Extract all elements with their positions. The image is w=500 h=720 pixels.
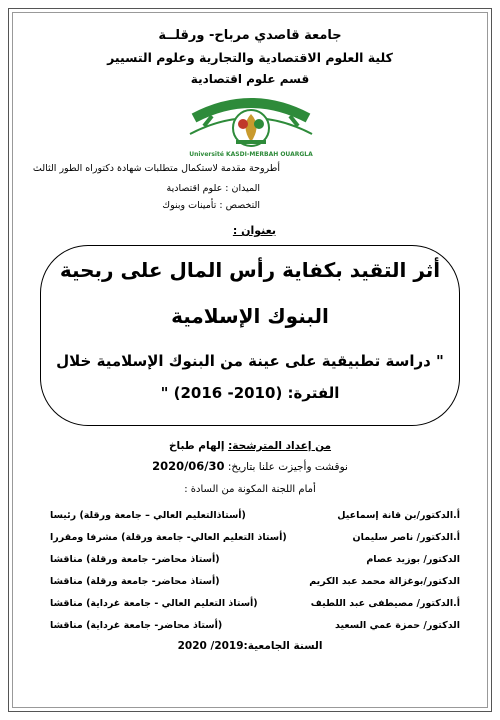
university-name: جامعة قاصدي مرباح- ورقلــة	[158, 28, 342, 43]
jury-member-role: (أستاذ التعليم العالي - جامعة غرداية) مناقشا	[50, 598, 258, 609]
jury-member-name: الدكتور/ حمزة عمي السعيد	[335, 620, 460, 631]
academic-year: السنة الجامعية:2019/ 2020	[177, 640, 323, 652]
candidate-name: إلهام طباخ	[168, 440, 225, 452]
thesis-field: الميدان : علوم اقتصادية	[166, 183, 260, 194]
jury-member-role: (أستاذ محاضر- جامعة ورقلة) مناقشا	[50, 554, 220, 565]
thesis-subtitle-line1: " دراسة تطبيقية على عينة من البنوك الإسلامية خلال	[56, 352, 444, 370]
title-intro: بعنوان :	[232, 224, 276, 237]
logo-latin-text: Université KASDI-MERBAH OUARGLA	[189, 151, 313, 158]
jury-member-role: (أستاذ محاضر- جامعة غرداية) مناقشا	[50, 620, 223, 631]
jury-member-name: الدكتور/بوغزالة محمد عبد الكريم	[309, 576, 460, 587]
thesis-title-line1: أثر التقيد بكفاية رأس المال على ربحية	[59, 258, 441, 282]
jury-member-role: (أستاذ التعليم العالي- جامعة ورقلة) مشرفا ومقررا	[50, 532, 287, 543]
thesis-title-line2: البنوك الإسلامية	[171, 304, 329, 328]
jury-intro: أمام اللجنة المكونة من السادة :	[184, 484, 316, 495]
jury-member-name: أ.الدكتور/بن قانة إسماعيل	[337, 510, 460, 521]
jury-row	[50, 510, 460, 528]
jury-row	[50, 620, 460, 638]
jury-member-name: الدكتور/ بوزيد عصام	[366, 554, 460, 565]
jury-member-name: أ.الدكتور/ ناصر سليمان	[352, 532, 460, 543]
prepared-by	[0, 440, 500, 452]
department-name: قسم علوم اقتصادية	[190, 72, 310, 86]
thesis-specialty: التخصص : تأمينات وبنوك	[162, 200, 260, 211]
discussion-date: 2020/06/30	[152, 459, 225, 473]
thesis-type: أطروحة مقدمة لاستكمال متطلبات شهادة دكتوراه الطور الثالث	[32, 163, 280, 174]
jury-member-role: (أستاذ محاضر- جامعة ورقلة) مناقشا	[50, 576, 220, 587]
thesis-subtitle-line2: الفترة: (2010- 2016) "	[160, 384, 340, 402]
jury-row	[50, 532, 460, 550]
university-logo	[180, 94, 322, 160]
jury-row	[50, 598, 460, 616]
jury-row	[50, 554, 460, 572]
prepared-by-label: من إعداد المترشحة:	[228, 440, 332, 452]
faculty-name: كلية العلوم الاقتصادية والتجارية وعلوم التسيير	[107, 50, 393, 65]
discussion-line	[0, 459, 500, 473]
jury-member-role: (أستاذالتعليم العالي – جامعة ورقلة) رئيسا	[50, 510, 246, 521]
jury-row	[50, 576, 460, 594]
jury-member-name: أ.الدكتور/ مصيطفى عبد اللطيف	[310, 598, 460, 609]
discussion-text: نوقشت وأجيزت علنا بتاريخ:	[227, 461, 348, 473]
